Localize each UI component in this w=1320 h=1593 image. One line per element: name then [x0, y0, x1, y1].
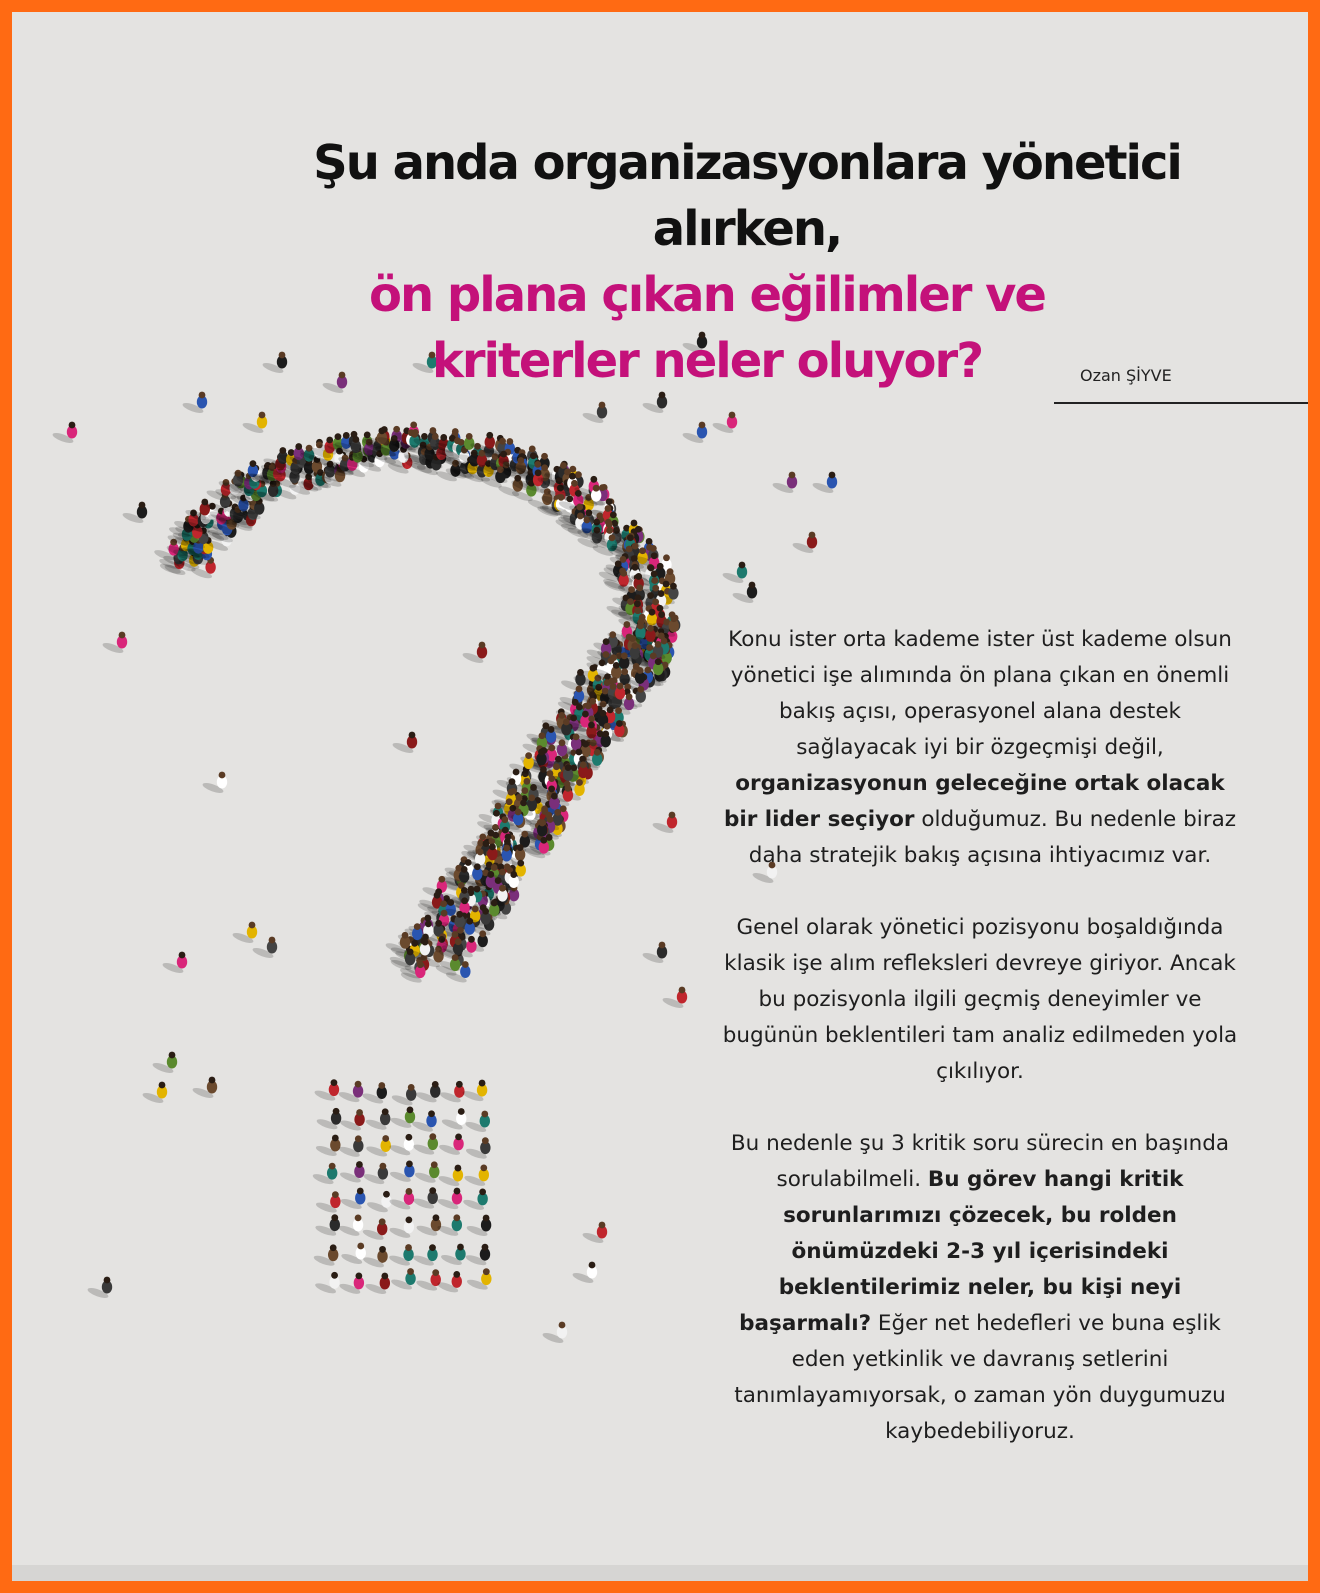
paragraph-text: Eğer net hedefleri ve buna eşlik eden yetkinlik ve davranış setlerini tanımlayamıyorsak, o zaman yön duygumuzu kaybedebiliyoruz.	[734, 1311, 1226, 1444]
body-paragraph-1	[720, 622, 1240, 874]
author-name: Ozan ŞİYVE	[1080, 366, 1172, 385]
article-page	[12, 12, 1308, 1581]
article-body	[720, 622, 1240, 1486]
author-divider	[1054, 402, 1308, 404]
paragraph-text: Genel olarak yönetici pozisyonu boşaldığında klasik işe alım refleksleri devreye giriyor. Ancak bu pozisyonla ilgili geçmiş deneyimler ve bugünün beklentileri tam analiz edilmeden yola çıkılıyor.	[722, 915, 1238, 1084]
body-paragraph-3	[720, 1126, 1240, 1450]
headline-line-3: kriterler neler oluyor?	[431, 333, 983, 389]
paragraph-text: Bu nedenle şu 3 kritik soru sürecin en başında sorulabilmeli.	[730, 1131, 1230, 1192]
body-paragraph-2	[720, 910, 1240, 1090]
headline-line-1: Şu anda organizasyonlara yönetici alırken,	[313, 135, 1181, 257]
page-bottom-strip	[12, 1565, 1308, 1581]
emphasis-text: organizasyonun geleceğine ortak olacak bir lider seçiyor	[723, 771, 1225, 832]
emphasis-text: Bu görev hangi kritik sorunlarımızı çözecek, bu rolden önümüzdeki 2-3 yıl içerisindeki beklentilerimiz neler, bu kişi neyi başarmalı?	[739, 1167, 1184, 1336]
paragraph-text: Konu ister orta kademe ister üst kademe olsun yönetici işe alımında ön plana çıkan en önemli bakış açısı, operasyonel alana destek sağlayacak iyi bir özgeçmişi değil,	[728, 627, 1232, 760]
article-headline	[132, 130, 1282, 394]
headline-line-2: ön plana çıkan eğilimler ve	[369, 267, 1045, 323]
paragraph-text: olduğumuz. Bu nedenle biraz daha stratejik bakış açısına ihtiyacımız var.	[748, 807, 1237, 868]
